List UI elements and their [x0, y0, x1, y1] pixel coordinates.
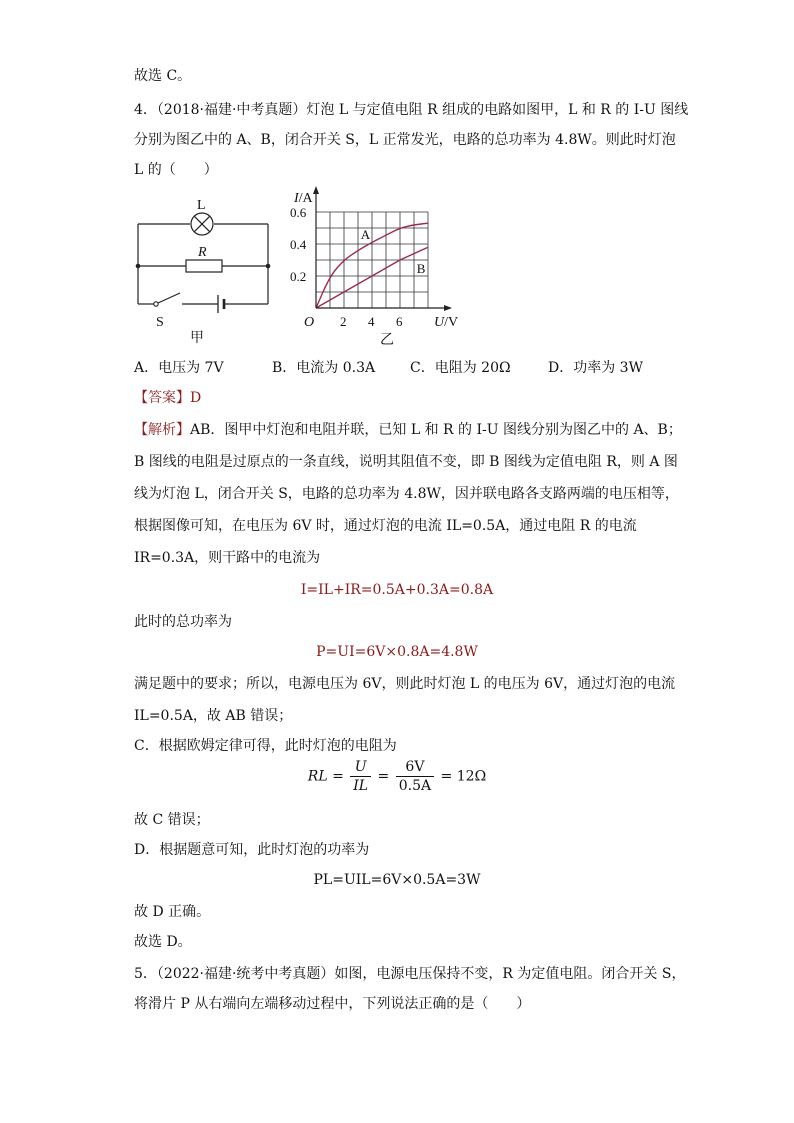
- analysis-line-10: 故 C 错误；: [134, 812, 210, 828]
- caption-yi: 乙: [380, 332, 394, 348]
- q4-stem-line-1: 4．（2018·福建·中考真题）灯泡 L 与定值电阻 R 组成的电路如图甲，L 和 R 的 I-U 图线: [134, 102, 689, 118]
- prev-conclusion: 故选 C。: [134, 68, 192, 84]
- analysis-line-12: 故 D 正确。: [134, 904, 211, 920]
- option-a: A．电压为 7V: [134, 360, 224, 376]
- circuit-diagram: [130, 190, 280, 350]
- x-tick-label: 2: [340, 314, 347, 329]
- label-L: L: [197, 198, 206, 213]
- analysis-line-13: 故选 D。: [134, 934, 192, 950]
- ylabel-I: I: [294, 191, 299, 206]
- switch-symbol: [158, 293, 180, 303]
- analysis-line-8: IL=0.5A，故 AB 错误；: [134, 708, 293, 724]
- y-tick-label: 0.2: [290, 269, 307, 284]
- analysis-line-5: IR=0.3A，则干路中的电流为: [134, 550, 321, 566]
- label-S: S: [156, 315, 164, 330]
- eq-lhs: RL: [307, 768, 328, 785]
- answer-line: [134, 388, 201, 408]
- curve-label-b: B: [416, 260, 426, 276]
- option-d: D．功率为 3W: [548, 360, 643, 376]
- equation-total-power: P=UI=6V×0.8A=4.8W: [316, 644, 478, 660]
- xlabel-unit: /V: [444, 315, 459, 330]
- graph-grid: [316, 212, 428, 308]
- battery-symbol: [218, 295, 224, 313]
- analysis-text-1: AB．图甲中灯泡和电阻并联，已知 L 和 R 的 I-U 图线分别为图乙中的 A、B；: [190, 422, 682, 438]
- ylabel-unit: /A: [298, 191, 313, 206]
- svg-text:I/A: [293, 191, 314, 206]
- answer-value: D: [190, 390, 202, 406]
- analysis-line-7: 满足题中的要求；所以，电源电压为 6V，则此时灯泡 L 的电压为 6V，通过灯泡的电流: [134, 676, 676, 692]
- origin-label: O: [304, 315, 315, 330]
- eq-result: = 12Ω: [440, 768, 487, 785]
- xlabel-U: U: [434, 315, 445, 330]
- equation-current: I=IL+IR=0.5A+0.3A=0.8A: [300, 582, 494, 598]
- iu-graph: [288, 184, 468, 354]
- analysis-tag: 【解析】: [134, 422, 190, 438]
- q4-stem-line-3: L 的（ ）: [134, 162, 218, 178]
- analysis-line-4: 根据图像可知，在电压为 6V 时，通过灯泡的电流 IL=0.5A，通过电阻 R 的电流: [134, 518, 637, 534]
- x-tick-label: 6: [396, 314, 403, 329]
- svg-text:U/V: [434, 315, 458, 330]
- curve-label-a: A: [360, 227, 371, 243]
- analysis-line-11: D．根据题意可知，此时灯泡的功率为: [134, 842, 370, 858]
- label-R: R: [198, 245, 207, 260]
- q5-stem-line-2: 将滑片 P 从右端向左端移动过程中，下列说法正确的是（ ）: [134, 996, 531, 1012]
- lamp-symbol: [191, 213, 213, 235]
- answer-tag: 【答案】: [134, 390, 190, 406]
- y-tick-label: 0.4: [290, 237, 307, 252]
- equation-lamp-power: PL=UIL=6V×0.5A=3W: [313, 872, 481, 888]
- fraction-2: $\frac{6V}{0.5A}$: [396, 758, 434, 795]
- analysis-line-9: C．根据欧姆定律可得，此时灯泡的电阻为: [134, 738, 397, 754]
- equation-resistance: RL = $\frac{U}{IL}$ = $\frac{6V}{0.5A}$ = 12Ω: [307, 759, 487, 794]
- analysis-line-2: B 图线的电阻是过原点的一条直线，说明其阻值不变，即 B 图线为定值电阻 R，则 A 图: [134, 454, 678, 470]
- analysis-line-3: 线为灯泡 L，闭合开关 S，电路的总功率为 4.8W，因并联电路各支路两端的电压相等，: [134, 486, 679, 502]
- option-b: B．电流为 0.3A: [272, 360, 376, 376]
- q5-stem-line-1: 5．（2022·福建·统考中考真题）如图，电源电压保持不变，R 为定值电阻。闭合开关 S，: [134, 966, 686, 982]
- q4-stem-line-2: 分别为图乙中的 A、B，闭合开关 S，L 正常发光，电路的总功率为 4.8W。则此时灯泡: [134, 132, 676, 148]
- option-c: C．电阻为 20Ω: [410, 360, 511, 376]
- y-tick-label: 0.6: [290, 205, 307, 220]
- x-tick-label: 4: [368, 314, 375, 329]
- caption-jia: 甲: [190, 330, 204, 346]
- fraction-1: $\frac{U}{IL}$: [350, 758, 371, 795]
- analysis-line-1: [134, 420, 682, 440]
- analysis-line-6: 此时的总功率为: [134, 614, 232, 630]
- resistor-symbol: [186, 260, 222, 272]
